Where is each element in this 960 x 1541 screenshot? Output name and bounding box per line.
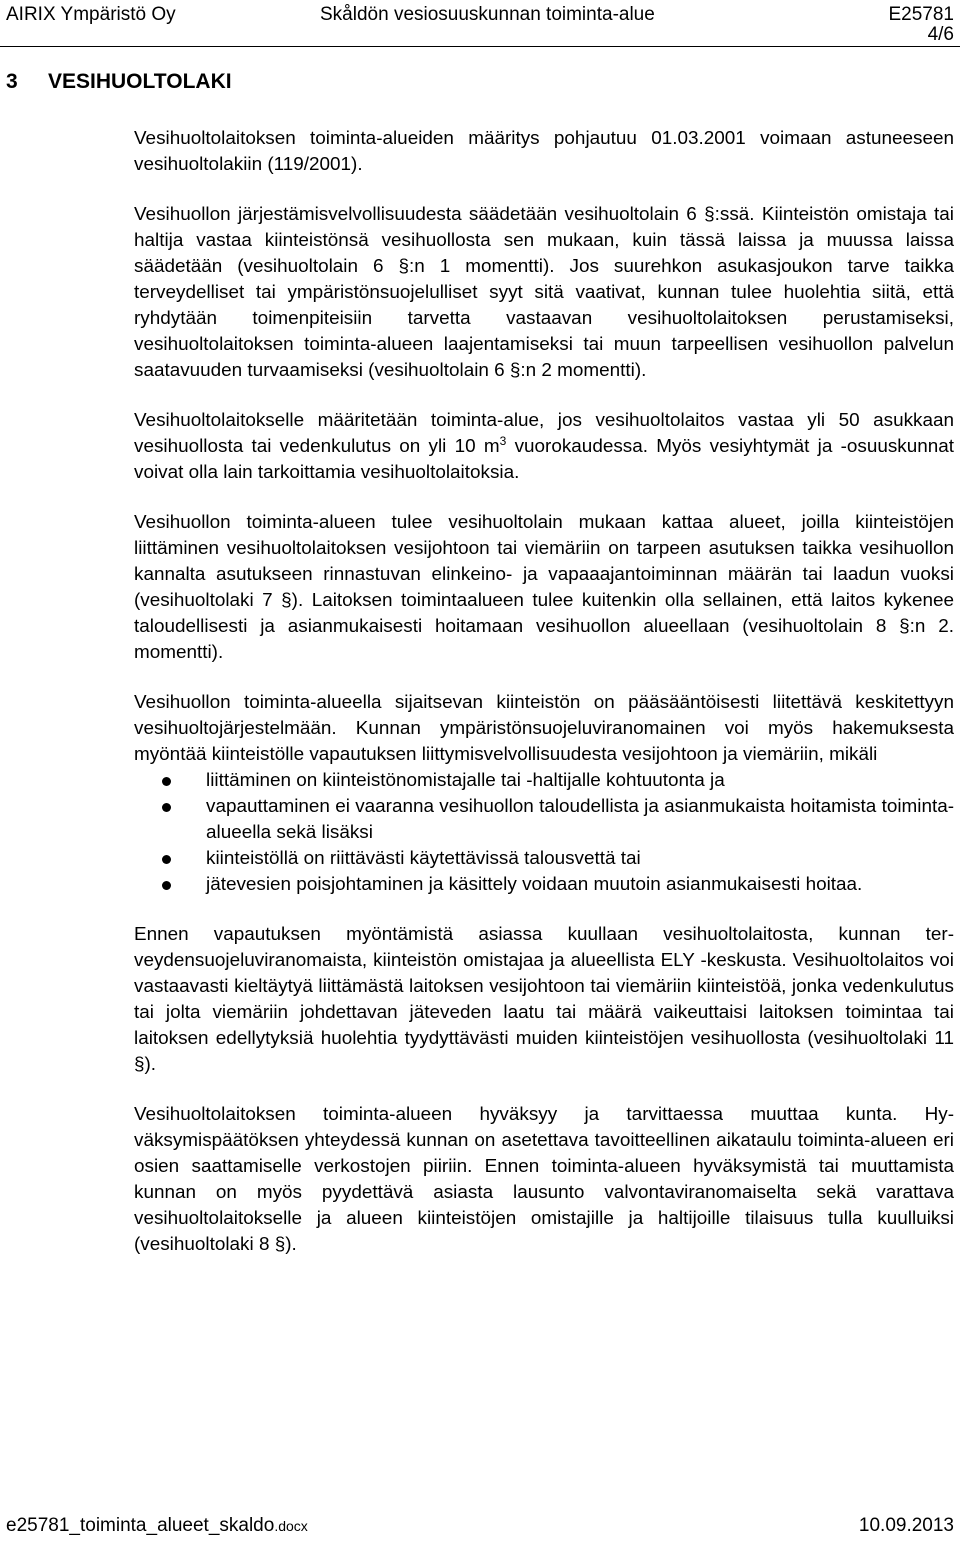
footer-date: 10.09.2013 [858,1515,954,1536]
page-header [6,2,954,30]
list-item [134,768,954,794]
bullet-icon [162,855,171,864]
paragraph-4: Vesihuollon toiminta-alueen tulee vesihuoltolain mukaan kattaa alueet, joilla kiinteistöjen liittäminen vesihuoltolaitoksen vesijohtoon tai viemäriin on tarpeen asutuksen taikka vesihuollon kannalta asutukseen rinnastuvan elinkeino- ja vapaaajantoiminnan määrän tai laadun vuoksi (vesihuoltolaki 7 §). Laitoksen toimintaalueen tulee kuitenkin olla sellainen, että laitos kykenee taloudellisesti ja asianmukaisesti hoitamaan vesihuollon alueellaan (vesihuoltolain 8 §:n 2. momentti). [134,512,954,663]
superscript-3: 3 [499,434,507,448]
bullet-icon [162,803,171,812]
project-title: Skåldön vesiosuuskunnan toiminta-alue [320,4,655,25]
document-code: E25781 [888,4,954,25]
paragraph-6: Ennen vapautuksen myöntämistä asiassa kuullaan vesihuoltolaitosta, kunnan terveydensuojeluviranomaista, kiinteistön omistajaa ja alueellista ELY -keskusta. Vesihuoltolaitos voi vastaavasti kieltäytyä liittämästä laitoksen vesijohtoon tai viemäriin kiinteistöä, jonka vedenkulutus tai jolta viemäriin johdettavan jäteveden laatu tai määrä vaikeuttaisi laitoksen toimintaa tai laitoksen edellytyksiä huolehtia tyydyttävästi muiden kiinteistöjen vesihuollosta (vesihuoltolaki 11 §). [134,924,954,1075]
paragraph-1: Vesihuoltolaitoksen toiminta-alueiden määritys pohjautuu 01.03.2001 voimaan astuneeseen vesihuoltolakiin (119/2001). [134,128,954,175]
list-item-text: jätevesien poisjohtaminen ja käsittely voidaan muutoin asianmukaisesti hoitaa. [206,874,863,895]
page-footer [6,1513,954,1539]
file-extension: .docx [274,1518,308,1534]
paragraph-5: Vesihuollon toiminta-alueella sijaitsevan kiinteistön on pääsääntöisesti liitettävä keskitettyyn vesihuoltojärjestelmään. Kunnan ympäristönsuojeluviranomainen voi myös hakemuksesta myöntää kiinteistölle vapautuksen liittymisvelvollisuudesta vesijohtoon ja viemäriin, mikäli [134,692,954,765]
list-item-text: vapauttaminen ei vaaranna vesihuollon taloudellista ja asianmukaista hoitamista toiminta-alueella sekä lisäksi [206,796,954,843]
list-item-text: liittäminen on kiinteistönomistajalle tai -haltijalle kohtuutonta ja [206,770,725,791]
list-item [134,872,954,898]
header-divider [0,46,960,47]
footer-filename [6,1513,308,1539]
page-number: 4/6 [927,24,954,45]
paragraph-2: Vesihuollon järjestämisvelvollisuudesta säädetään vesihuoltolain 6 §:ssä. Kiinteistön omistaja tai haltija vastaa kiinteistönsä vesihuollosta sen mukaan, kuin tässä laissa ja muussa laissa säädetään (vesihuoltolain 6 §:n 1 momentti). Jos suurehkon asukasjoukon tarve taikka terveydelliset tai ympäristönsuojelulliset syyt sitä vaativat, kunnan tulee huolehtia siitä, että ryhdytään toimenpiteisiin tarvetta vastaavan vesihuoltolaitoksen perustamiseksi, vesihuoltolaitoksen toiminta-alueen laajentamiseksi tai muun tarpeellisen vesihuollon palvelun saatavuuden turvaamiseksi (vesihuoltolain 6 §:n 2 momentti). [134,204,954,381]
section-title: VESIHUOLTOLAKI [48,70,232,93]
paragraph-7: Vesihuoltolaitoksen toiminta-alueen hyväksyy ja tarvittaessa muuttaa kunta. Hyväksymispäätöksen yhteydessä kunnan on asetettava tavoitteellinen aikataulu toiminta-alueen eri osien saattamiselle verkostojen piiriin. Ennen toiminta-alueen hyväksymistä tai muuttamista kunnan on myös pyydettävä asiasta lausunto valvontaviranomaiselta sekä varattava vesihuoltolaitokselle ja alueen kiinteistöjen omistajille ja haltijoille tilaisuus tulla kuulluiksi (vesihuoltolaki 8 §). [134,1104,954,1255]
list-item [134,846,954,872]
bullet-icon [162,881,171,890]
condition-list [134,768,954,898]
company-name: AIRIX Ympäristö Oy [6,4,176,25]
list-item [134,794,954,846]
document-body [134,126,954,1282]
list-item-text: kiinteistöllä on riittävästi käytettävissä talousvettä tai [206,848,641,869]
paragraph-3-text-b: vuorokaudessa. Myös vesiyhtymät ja -osuuskunnat voivat olla lain tarkoittamia vesihuoltolaitoksia. [134,436,955,483]
paragraph-3-text-a: Vesihuoltolaitokselle määritetään toiminta-alue, jos vesihuoltolaitos vastaa yli 50 asukkaan vesihuollosta tai vedenkulutus on yli 10 m [134,410,954,457]
section-heading [6,68,232,96]
filename-text: e25781_toiminta_alueet_skaldo [6,1515,275,1536]
paragraph-3 [134,408,954,486]
bullet-icon [162,777,171,786]
section-number: 3 [6,70,18,93]
